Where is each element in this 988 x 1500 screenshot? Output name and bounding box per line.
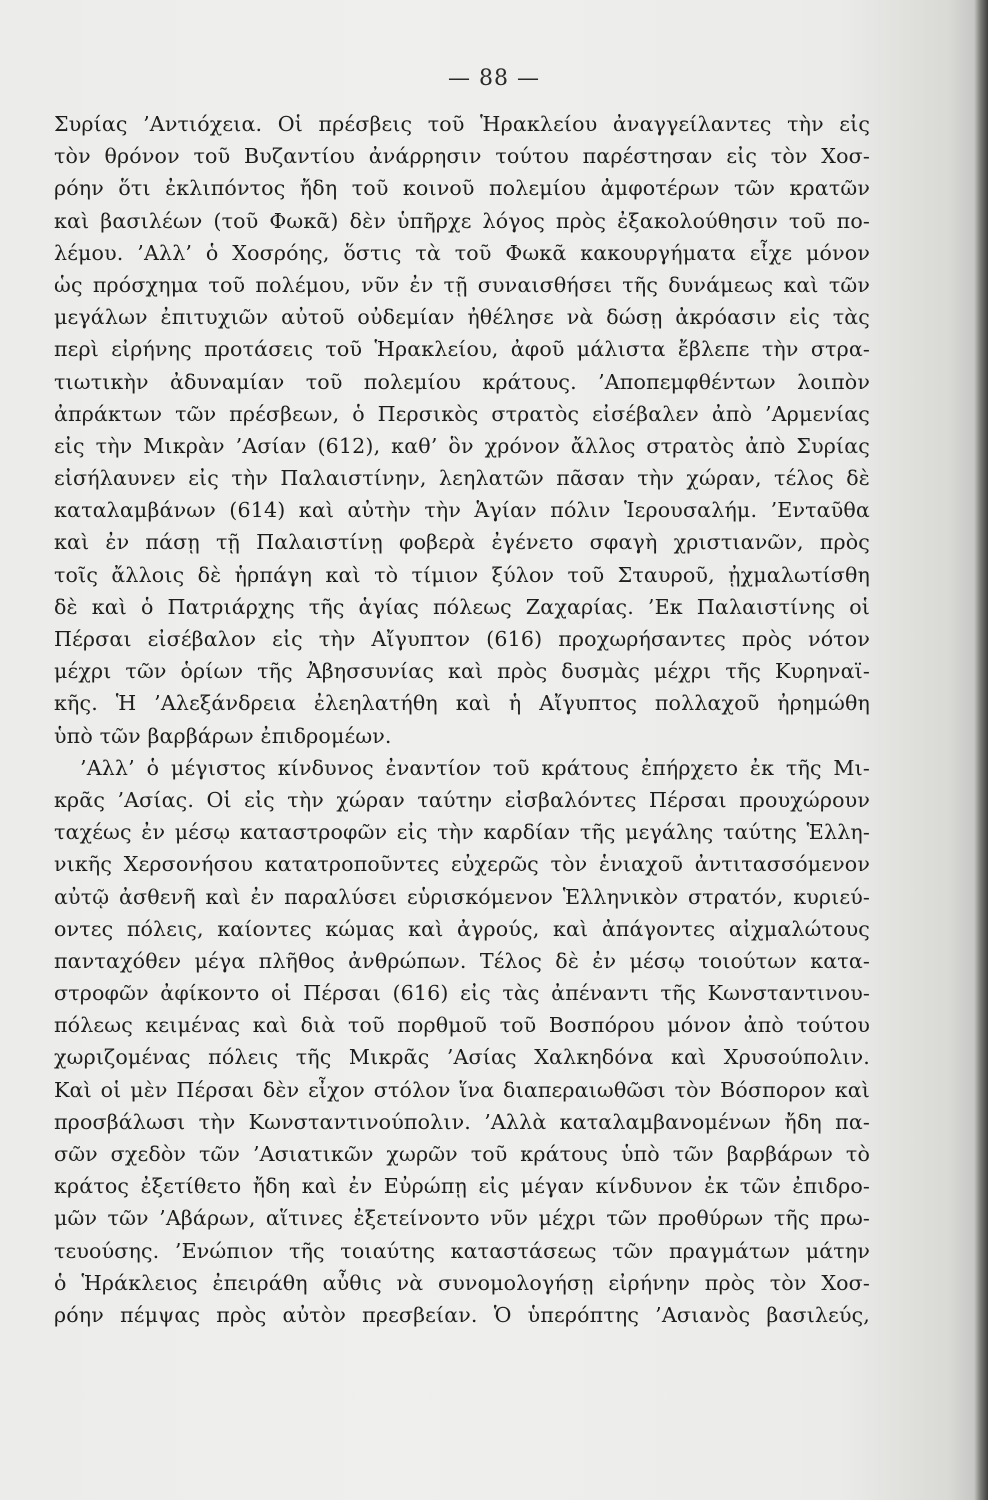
paragraph-end-line: ὑπὸ τῶν βαρβάρων ἐπιδρομέων. xyxy=(54,723,392,748)
text-line: κρᾶς ’Ασίας. Οἱ εἰς τὴν χώραν ταύτην εἰσβαλόντες Πέρσαι προυχώρουν xyxy=(54,787,870,812)
text-line: δὲ καὶ ὁ Πατριάρχης τῆς ἁγίας πόλεως Ζαχαρίας. ’Εκ Παλαιστίνης οἱ xyxy=(54,594,870,619)
text-line: ὁ Ἡράκλειος ἐπειράθη αὖθις νὰ συνομολογήσῃ εἰρήνην πρὸς τὸν Χοσ- xyxy=(54,1270,870,1295)
text-line: ἀπράκτων τῶν πρέσβεων, ὁ Περσικὸς στρατὸς εἰσέβαλεν ἀπὸ ’Αρμενίας xyxy=(54,401,870,426)
text-line: πανταχόθεν μέγα πλῆθος ἀνθρώπων. Τέλος δὲ ἐν μέσῳ τοιούτων κατα- xyxy=(54,948,870,973)
text-line: ταχέως ἐν μέσῳ καταστροφῶν εἰς τὴν καρδίαν τῆς μεγάλης ταύτης Ἑλλη- xyxy=(54,820,870,845)
text-line: λέμου. ’Αλλ’ ὁ Χοσρόης, ὅστις τὰ τοῦ Φωκᾶ κακουργήματα εἶχε μόνον xyxy=(54,240,870,265)
text-line: Καὶ οἱ μὲν Πέρσαι δὲν εἶχον στόλον ἵνα διαπεραιωθῶσι τὸν Βόσπορον καὶ xyxy=(54,1077,870,1102)
text-line: μέχρι τῶν ὁρίων τῆς Ἀβησσυνίας καὶ πρὸς δυσμὰς μέχρι τῆς Κυρηναϊ- xyxy=(54,659,870,684)
text-line: ὡς πρόσχημα τοῦ πολέμου, νῦν ἐν τῇ συναισθήσει τῆς δυνάμεως καὶ τῶν xyxy=(54,272,870,297)
text-line: περὶ εἰρήνης προτάσεις τοῦ Ἡρακλείου, ἀφοῦ μάλιστα ἔβλεπε τὴν στρα- xyxy=(54,337,870,362)
text-line: καταλαμβάνων (614) καὶ αὐτὴν τὴν Ἁγίαν πόλιν Ἱερουσαλήμ. ’Ενταῦθα xyxy=(54,498,870,523)
body-text xyxy=(54,108,870,1331)
page-edge-shadow xyxy=(974,0,988,1500)
text-line: πόλεως κειμένας καὶ διὰ τοῦ πορθμοῦ τοῦ Βοσπόρου μόνον ἀπὸ τούτου xyxy=(54,1013,870,1038)
text-line: κῆς. Ἡ ’Αλεξάνδρεια ἐλεηλατήθη καὶ ἡ Αἴγυπτος πολλαχοῦ ἠρημώθη xyxy=(54,691,870,716)
text-line: τιωτικὴν ἀδυναμίαν τοῦ πολεμίου κράτους. ’Αποπεμφθέντων λοιπὸν xyxy=(54,369,870,394)
text-line: κράτος ἐξετίθετο ἤδη καὶ ἐν Εὐρώπῃ εἰς μέγαν κίνδυνον ἐκ τῶν ἐπιδρο- xyxy=(54,1174,870,1199)
text-line: Πέρσαι εἰσέβαλον εἰς τὴν Αἴγυπτον (616) προχωρήσαντες πρὸς νότον xyxy=(54,627,870,651)
text-line: μεγάλων ἐπιτυχιῶν αὐτοῦ οὐδεμίαν ἠθέλησε νὰ δώσῃ ἀκρόασιν εἰς τὰς xyxy=(54,305,870,330)
text-line: στροφῶν ἀφίκοντο οἱ Πέρσαι (616) εἰς τὰς ἀπέναντι τῆς Κωνσταντινου- xyxy=(54,981,870,1006)
text-line: νικῆς Χερσονήσου κατατροποῦντες εὐχερῶς τὸν ἑνιαχοῦ ἀντιτασσόμενον xyxy=(54,852,870,877)
text-line: ρόην πέμψας πρὸς αὐτὸν πρεσβείαν. Ὁ ὑπερόπτης ’Ασιανὸς βασιλεύς, xyxy=(54,1302,870,1327)
paragraph-start-line: ’Αλλ’ ὁ μέγιστος κίνδυνος ἐναντίον τοῦ κράτους ἐπήρχετο ἐκ τῆς Μι- xyxy=(80,755,870,780)
text-line: αὐτῷ ἀσθενῆ καὶ ἐν παραλύσει εὑρισκόμενον Ἑλληνικὸν στρατόν, κυριεύ- xyxy=(54,884,870,909)
text-line: σῶν σχεδὸν τῶν ’Ασιατικῶν χωρῶν τοῦ κράτους ὑπὸ τῶν βαρβάρων τὸ xyxy=(54,1142,870,1166)
page-number: — 88 — xyxy=(448,66,540,91)
text-line: οντες πόλεις, καίοντες κώμας καὶ ἀγρούς, καὶ ἀπάγοντες αἰχμαλώτους xyxy=(54,916,870,941)
text-line: τὸν θρόνον τοῦ Βυζαντίου ἀνάρρησιν τούτου παρέστησαν εἰς τὸν Χοσ- xyxy=(54,144,870,169)
text-line: τοῖς ἄλλοις δὲ ἡρπάγη καὶ τὸ τίμιον ξύλον τοῦ Σταυροῦ, ᾐχμαλωτίσθη xyxy=(54,562,870,587)
text-line: καὶ βασιλέων (τοῦ Φωκᾶ) δὲν ὑπῆρχε λόγος πρὸς ἐξακολούθησιν τοῦ πο- xyxy=(54,208,870,233)
text-line: εἰσήλαυνεν εἰς τὴν Παλαιστίνην, λεηλατῶν πᾶσαν τὴν χώραν, τέλος δὲ xyxy=(54,466,870,491)
text-line: χωριζομένας πόλεις τῆς Μικρᾶς ’Ασίας Χαλκηδόνα καὶ Χρυσούπολιν. xyxy=(54,1045,870,1070)
text-line: Συρίας ’Αντιόχεια. Οἱ πρέσβεις τοῦ Ἡρακλείου ἀναγγείλαντες τὴν εἰς xyxy=(54,112,870,136)
text-line: ρόην ὅτι ἐκλιπόντος ἤδη τοῦ κοινοῦ πολεμίου ἀμφοτέρων τῶν κρατῶν xyxy=(54,176,870,201)
text-line: τευούσης. ’Ενώπιον τῆς τοιαύτης καταστάσεως τῶν πραγμάτων μάτην xyxy=(54,1238,870,1263)
text-line: καὶ ἐν πάσῃ τῇ Παλαιστίνῃ φοβερὰ ἐγένετο σφαγὴ χριστιανῶν, πρὸς xyxy=(54,530,870,555)
text-line: εἰς τὴν Μικρὰν ’Ασίαν (612), καθ’ ὃν χρόνον ἄλλος στρατὸς ἀπὸ Συρίας xyxy=(54,433,870,458)
text-line: προσβάλωσι τὴν Κωνσταντινούπολιν. ’Αλλὰ καταλαμβανομένων ἤδη πα- xyxy=(54,1109,870,1134)
text-line: μῶν τῶν ’Αβάρων, αἵτινες ἐξετείνοντο νῦν μέχρι τῶν προθύρων τῆς πρω- xyxy=(54,1206,870,1231)
